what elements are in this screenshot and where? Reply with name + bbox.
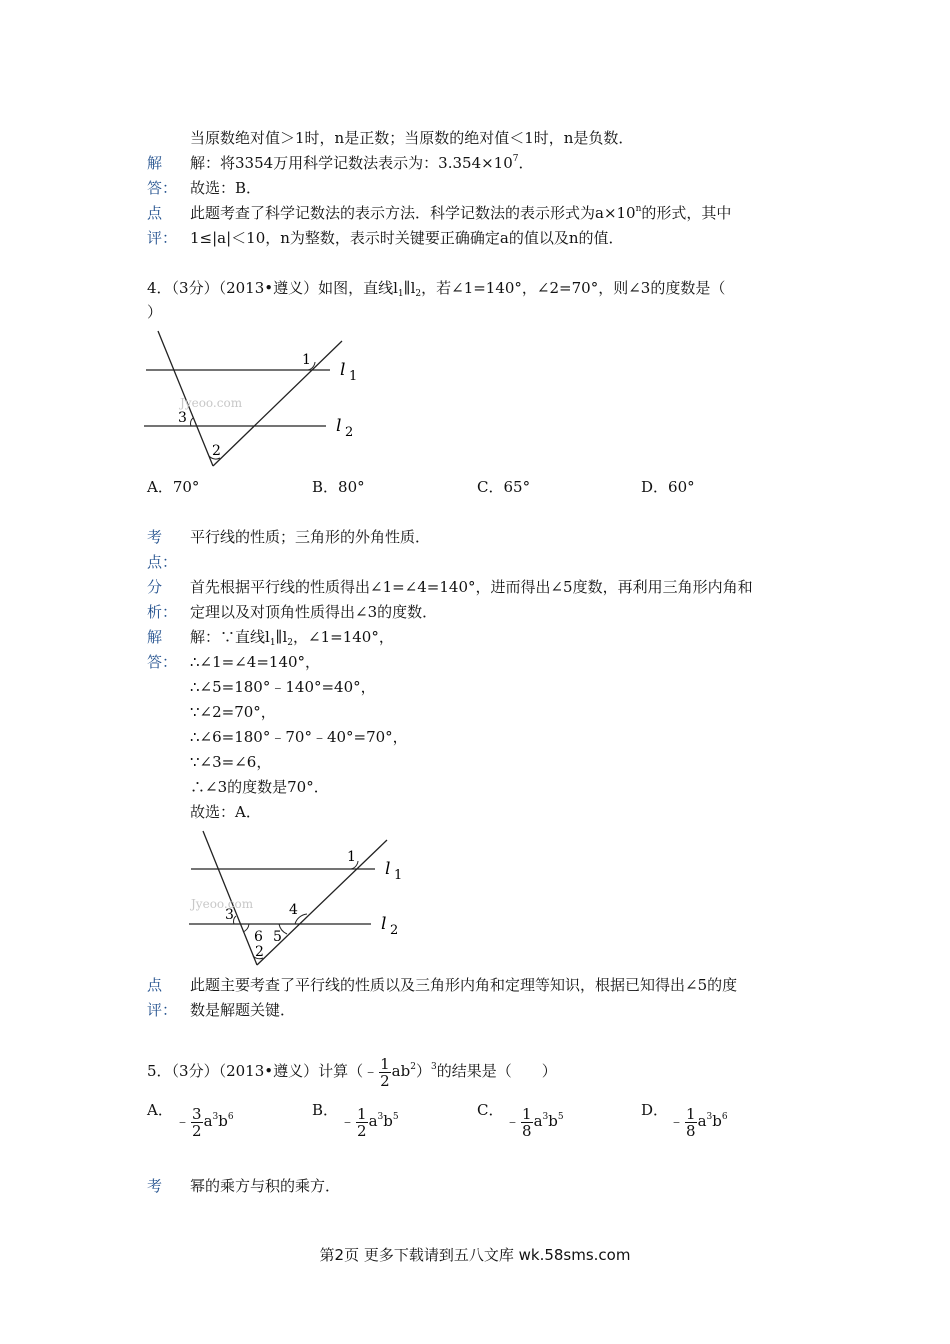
fig2-label-angle-6: 6 xyxy=(254,929,263,945)
q5-kaodian-label: 考 xyxy=(147,1177,163,1195)
fig2-label-angle-5: 5 xyxy=(273,929,282,945)
fig2-label-angle-2: 2 xyxy=(255,944,264,960)
q5-stem: 5．（3分）（2013•遵义）计算（﹣ $\frac{1}{2}$ $ab^2)^3$的结果是（ ） xyxy=(147,1054,557,1090)
q3-answer-label-1: 解 xyxy=(147,154,163,172)
fig1-label-l: l xyxy=(340,360,346,380)
q3-answer-label-2: 答： xyxy=(147,179,178,197)
q4-figure-1 xyxy=(140,325,370,475)
fig2-label-angle-4: 4 xyxy=(289,902,298,918)
fig2-label-l1-sub: 1 xyxy=(394,868,403,883)
q3-comment-line-1: 此题考查了科学记数法的表示方法．科学记数法的表示形式为$a\times 10^n$的形式，其中 xyxy=(190,204,732,222)
fig2-transversal-right xyxy=(257,840,387,965)
q4-solution-label-2: 答： xyxy=(147,653,178,671)
q4-option-d: D．60° xyxy=(641,478,695,496)
q3-comment-label-1: 点 xyxy=(147,204,163,222)
q4-option-b: B．80° xyxy=(312,478,365,496)
q3-comment-label-2: 评： xyxy=(147,229,178,247)
q3-continuation-line: 当原数绝对值＞1时，n是正数；当原数的绝对值＜1时，n是负数． xyxy=(190,129,634,147)
q4-solution-label-1: 解 xyxy=(147,628,163,646)
q4-analysis-label-1: 分 xyxy=(147,578,163,596)
q4-comment-label-2: 评： xyxy=(147,1001,178,1019)
fig2-label-l2-sub: 2 xyxy=(390,923,399,938)
q5-option-b-expr: ﹣ $\frac{1}{2}$ $a^3b^5$ xyxy=(340,1104,399,1140)
fig1-label-l-2: l xyxy=(336,416,342,436)
q4-figure-2 xyxy=(185,828,415,970)
fig1-label-angle-1: 1 xyxy=(302,352,311,368)
fig1-label-l2-sub: 2 xyxy=(345,425,354,440)
q4-analysis-label-2: 析： xyxy=(147,603,178,621)
q4-solution-line-6: ∵∠3=∠6， xyxy=(190,753,272,771)
q5-option-c-expr: ﹣ $\frac{1}{8}$ $a^3b^5$ xyxy=(505,1104,564,1140)
q4-analysis-line-2: 定理以及对顶角性质得出∠3的度数． xyxy=(190,603,438,621)
q4-solution-choose: 故选：A． xyxy=(190,803,261,821)
q4-solution-line-5: ∴∠6=180°﹣70°﹣40°=70°， xyxy=(190,728,408,746)
q4-option-c: C．65° xyxy=(477,478,531,496)
q4-stem-line-2: ） xyxy=(147,303,163,321)
q5-stem-fraction: $\frac{1}{2}$ xyxy=(380,1054,390,1090)
q5-option-d-letter: D． xyxy=(641,1101,669,1119)
q4-solution-line-4: ∵∠2=70°， xyxy=(190,703,276,721)
fig2-label-l-2: l xyxy=(381,914,387,934)
fig2-label-l: l xyxy=(385,859,391,879)
q4-solution-line-1: 解：∵直线$l_1\parallel l_2$，∠1=140°， xyxy=(190,628,394,648)
q5-kaodian-text: 幂的乘方与积的乘方． xyxy=(190,1177,341,1195)
q4-kaodian-label-2: 点： xyxy=(147,553,178,571)
q4-option-a: A．70° xyxy=(147,478,200,496)
q4-comment-line-1: 此题主要考查了平行线的性质以及三角形内角和定理等知识，根据已知得出∠5的度 xyxy=(190,976,738,994)
q3-answer-line: 解：将3354万用科学记数法表示为：$3.354\times 10^7$． xyxy=(190,154,534,172)
q4-solution-line-3: ∴∠5=180°﹣140°=40°， xyxy=(190,678,376,696)
fig2-watermark: Jyeoo.com xyxy=(191,897,254,911)
q5-option-a-letter: A． xyxy=(147,1101,173,1119)
q4-solution-line-2: ∴∠1=∠4=140°， xyxy=(190,653,321,671)
fig2-label-angle-1: 1 xyxy=(347,849,356,865)
q4-kaodian-label-1: 考 xyxy=(147,528,163,546)
q4-stem-line-1: 4．（3分）（2013•遵义）如图，直线$l_1\parallel l_2$，若∠1=140°，∠2=70°，则∠3的度数是（ xyxy=(147,279,726,299)
fig1-label-l1-sub: 1 xyxy=(349,369,358,384)
q4-comment-label-1: 点 xyxy=(147,976,163,994)
fig1-label-angle-2: 2 xyxy=(212,443,221,459)
q5-option-d-expr: ﹣ $\frac{1}{8}$ $a^3b^6$ xyxy=(669,1104,728,1140)
q4-comment-line-2: 数是解题关键． xyxy=(190,1001,296,1019)
q4-analysis-line-1: 首先根据平行线的性质得出∠1=∠4=140°，进而得出∠5度数，再利用三角形内角和 xyxy=(190,578,753,596)
q5-option-b-letter: B． xyxy=(312,1101,339,1119)
q3-comment-line-2: 1≤|a|＜10，n为整数，表示时关键要正确确定a的值以及n的值． xyxy=(190,229,624,247)
q3-choose-line: 故选：B． xyxy=(190,179,262,197)
fig2-label-angle-3: 3 xyxy=(225,907,234,923)
q4-kaodian-text: 平行线的性质；三角形的外角性质． xyxy=(190,528,431,546)
fig1-arc-3 xyxy=(190,418,193,426)
q4-solution-line-7: ∴∠3的度数是70°． xyxy=(190,778,329,796)
page-footer: 第2页 更多下载请到五八文库 wk.58sms.com xyxy=(319,1246,631,1264)
q5-option-a-expr: ﹣ $\frac{3}{2}$ $a^3b^6$ xyxy=(175,1104,234,1140)
fig1-watermark-visible: Jyeoo.com xyxy=(180,396,243,410)
fig1-label-angle-3: 3 xyxy=(178,410,187,426)
q5-option-c-letter: C． xyxy=(477,1101,504,1119)
